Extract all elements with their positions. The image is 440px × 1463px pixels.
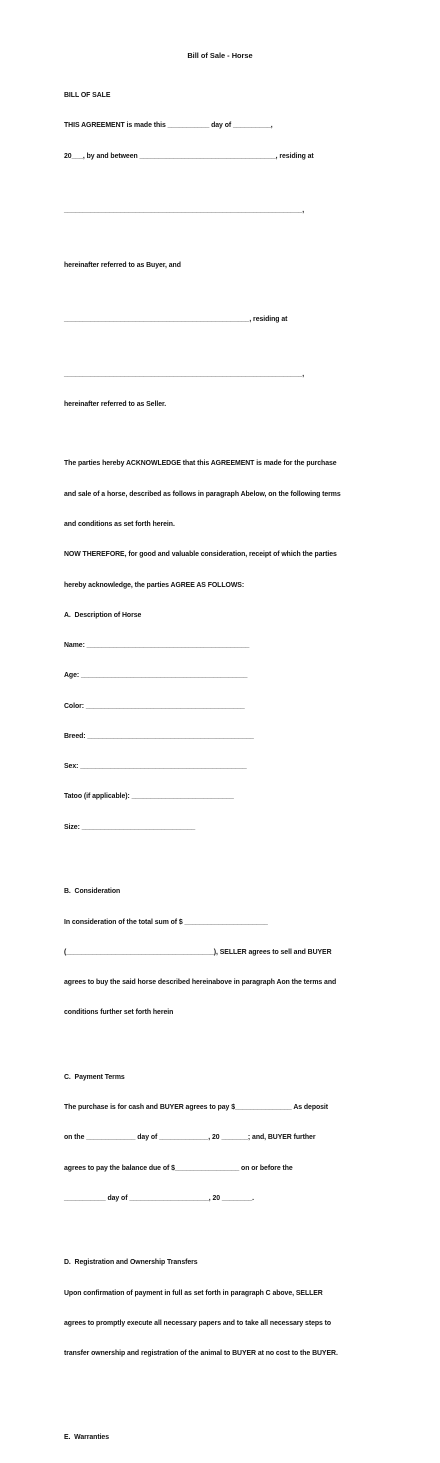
- acknowledge-line-1: The parties hereby ACKNOWLEDGE that this AGREEMENT is made for the purchase: [64, 460, 337, 468]
- buyer-address-line: _______________________________________________________________,: [64, 207, 305, 215]
- buyer-reference-line: hereinafter referred to as Buyer, and: [64, 261, 181, 269]
- seller-address-line: _______________________________________________________________,: [64, 370, 305, 378]
- horse-age-field: Age: ____________________________________________: [64, 672, 248, 680]
- acknowledge-line-2: and sale of a horse, described as follows in paragraph Abelow, on the following terms: [64, 490, 341, 498]
- buy-terms-line-2: conditions further set forth herein: [64, 1009, 174, 1017]
- transfer-line-3: transfer ownership and registration of the animal to BUYER at no cost to the BUYER.: [64, 1350, 338, 1358]
- section-a-heading: A. Description of Horse: [64, 611, 142, 619]
- balance-date-line: ___________ day of _____________________, 20 ________.: [64, 1194, 255, 1202]
- total-sum-line: In consideration of the total sum of $ ______________________: [64, 918, 268, 926]
- deposit-line: The purchase is for cash and BUYER agrees to pay $_______________ As deposit: [64, 1104, 329, 1112]
- horse-name-field: Name: ___________________________________________: [64, 642, 250, 650]
- buyer-name-line: 20___, by and between ____________________________________, residing at: [64, 152, 314, 160]
- transfer-line-2: agrees to promptly execute all necessary papers and to take all necessary steps to: [64, 1319, 332, 1327]
- sum-words-line: (_______________________________________), SELLER agrees to sell and BUYER: [64, 948, 332, 956]
- seller-reference-line: hereinafter referred to as Seller.: [64, 400, 167, 408]
- buy-terms-line-1: agrees to buy the said horse described hereinabove in paragraph Aon the terms and: [64, 979, 337, 987]
- section-b-heading: B. Consideration: [64, 888, 121, 896]
- document-title: Bill of Sale - Horse: [187, 51, 253, 60]
- acknowledge-line-3: and conditions as set forth herein.: [64, 520, 175, 528]
- transfer-line-1: Upon confirmation of payment in full as set forth in paragraph C above, SELLER: [64, 1289, 323, 1297]
- horse-size-field: Size: ______________________________: [64, 823, 196, 831]
- horse-color-field: Color: __________________________________________: [64, 702, 245, 710]
- section-c-heading: C. Payment Terms: [64, 1073, 125, 1081]
- deposit-date-line: on the _____________ day of _____________, 20 _______; and, BUYER further: [64, 1134, 316, 1142]
- section-e-heading: E. Warranties: [64, 1433, 109, 1441]
- horse-sex-field: Sex: ____________________________________________: [64, 763, 247, 771]
- section-d-heading: D. Registration and Ownership Transfers: [64, 1259, 198, 1267]
- heading-bill-of-sale: BILL OF SALE: [64, 92, 111, 100]
- horse-tatoo-field: Tatoo (if applicable): ___________________________: [64, 793, 234, 801]
- seller-name-line: _________________________________________________, residing at: [64, 316, 288, 324]
- agreement-date-line: THIS AGREEMENT is made this ___________ day of __________,: [64, 122, 273, 130]
- consideration-line-2: hereby acknowledge, the parties AGREE AS FOLLOWS:: [64, 581, 245, 589]
- consideration-line-1: NOW THEREFORE, for good and valuable consideration, receipt of which the parties: [64, 551, 337, 559]
- horse-breed-field: Breed: ____________________________________________: [64, 732, 254, 740]
- balance-line: agrees to pay the balance due of $_________________ on or before the: [64, 1164, 293, 1172]
- document-body: [64, 71, 384, 1463]
